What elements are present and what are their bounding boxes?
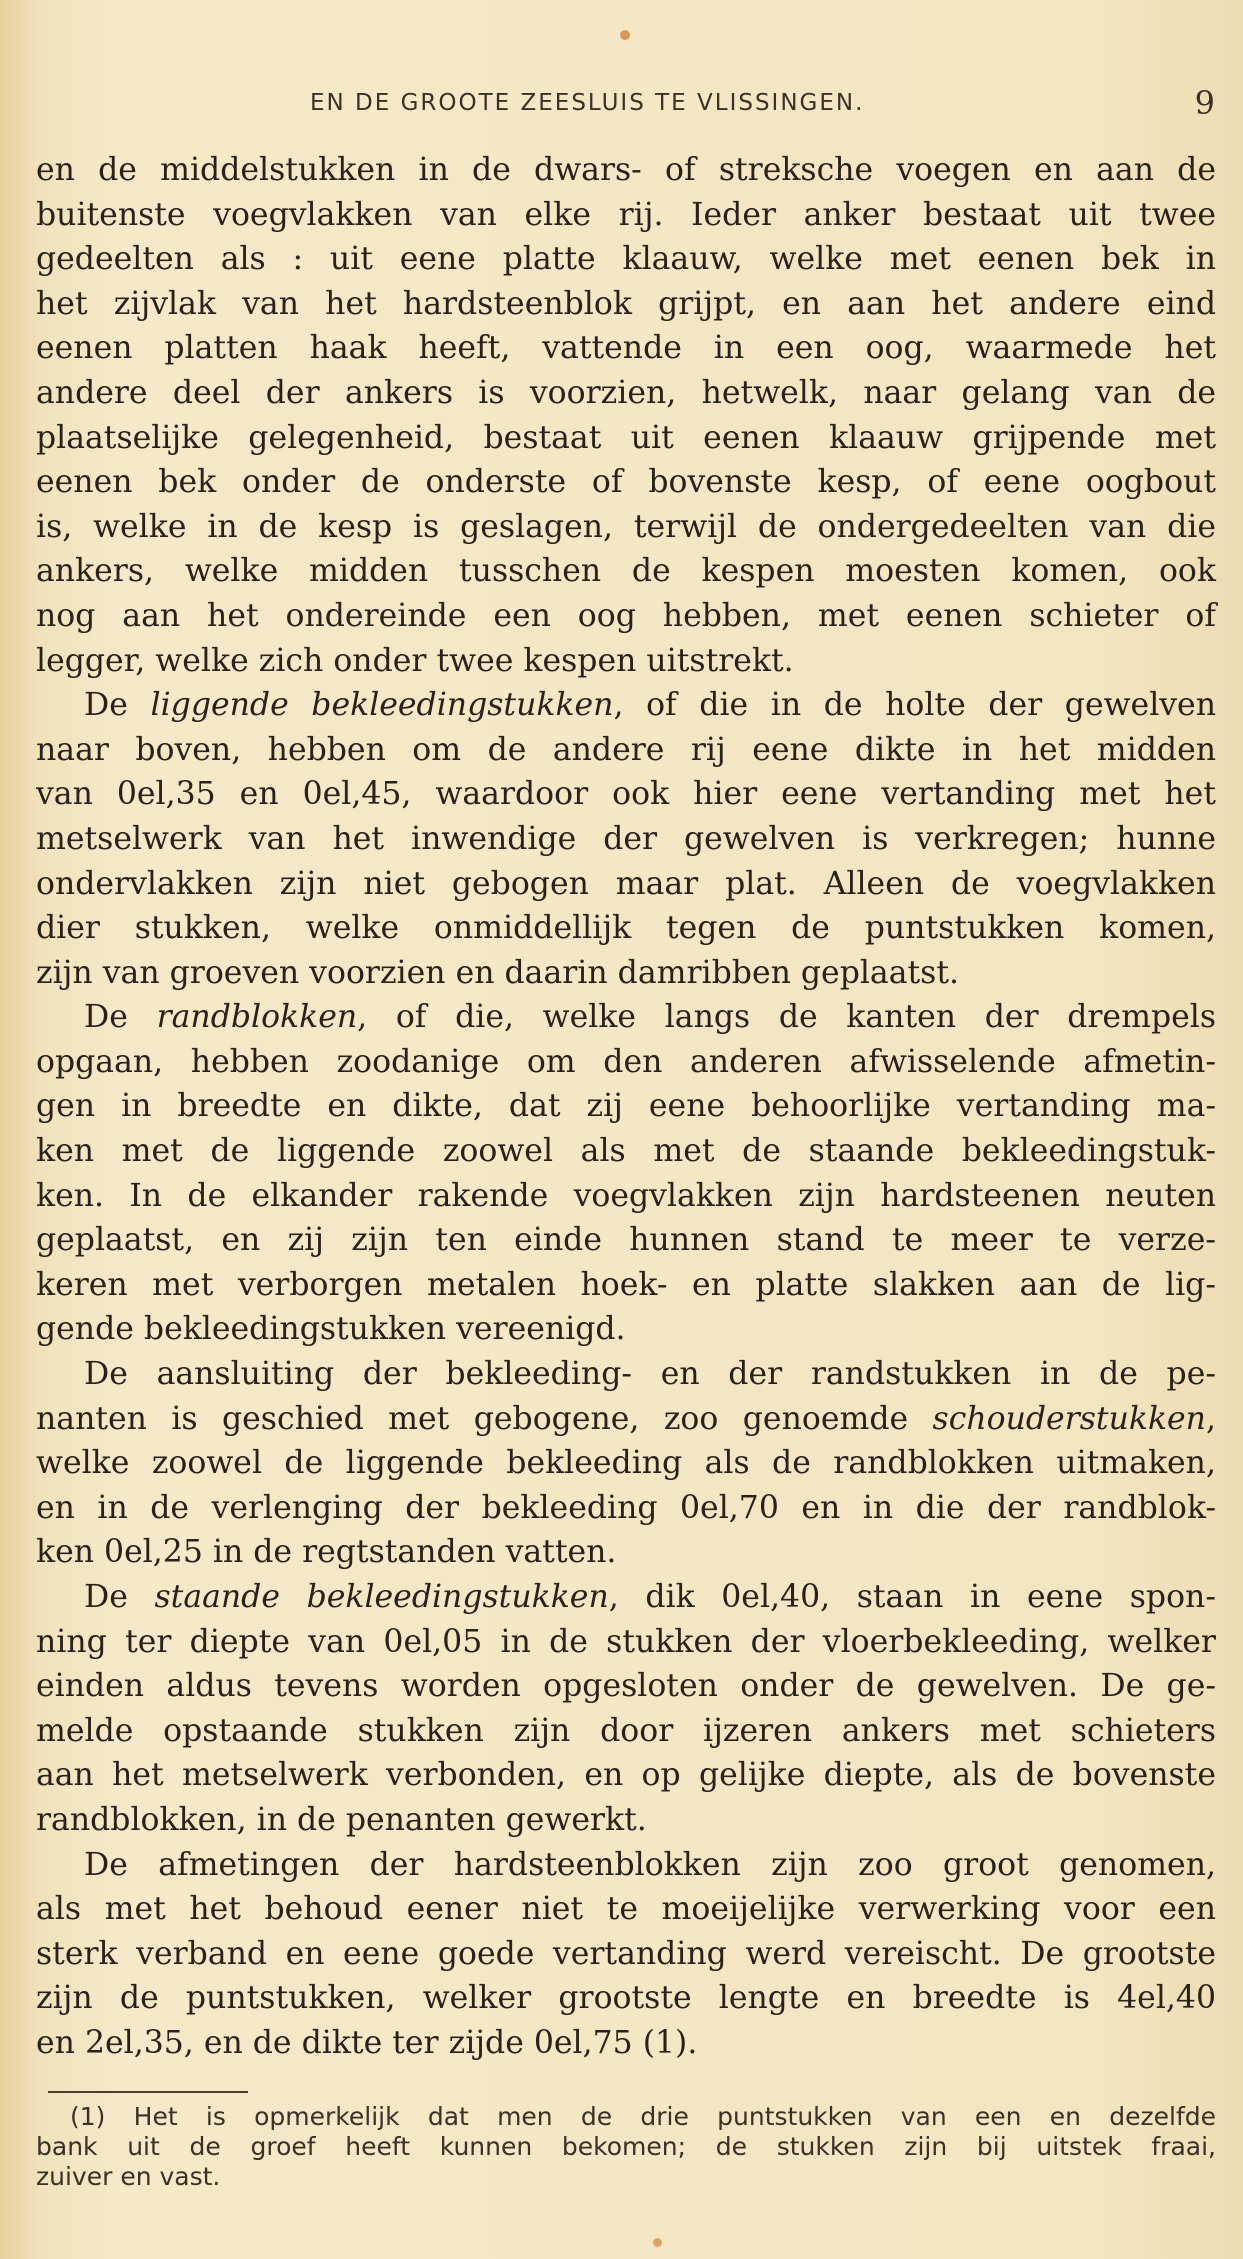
text-line: naar boven, hebben om de andere rij eene dikte in het midden: [36, 731, 1216, 768]
text-line: gen in breedte en dikte, dat zij eene behoorlijke vertanding ma-: [36, 1088, 1216, 1125]
italic-term: staande bekleedingstukken: [154, 1579, 609, 1615]
paragraph-6: [36, 1843, 1216, 2066]
text-run: , of die in de holte der gewelven: [613, 687, 1216, 724]
text-line: is, welke in de kesp is geslagen, terwijl de ondergedeelten van die: [36, 508, 1216, 545]
text-line: [36, 1575, 1216, 1620]
footnote-line: bank uit de groef heeft kunnen bekomen; de stukken zijn bij uitstek fraai,: [36, 2132, 1216, 2161]
text-line: eenen bek onder de onderste of bovenste kesp, of eene oogbout: [36, 464, 1216, 501]
text-line: van 0el,35 en 0el,45, waardoor ook hier eene vertanding met het: [36, 776, 1216, 813]
paragraph-5: [36, 1575, 1216, 1843]
text-line: zijn de puntstukken, welker grootste lengte en breedte is 4el,40: [36, 1980, 1216, 2017]
text-line: [36, 995, 1216, 1040]
text-line: gedeelten als : uit eene platte klaauw, welke met eenen bek in: [36, 241, 1216, 278]
text-line: ken 0el,25 in de regtstanden vatten.: [36, 1534, 617, 1571]
text-line: geplaatst, en zij zijn ten einde hunnen stand te meer te verze-: [36, 1222, 1216, 1259]
text-line: [36, 683, 1216, 728]
text-line: gende bekleedingstukken vereenigd.: [36, 1311, 626, 1348]
paragraph-2: [36, 683, 1216, 995]
text-line: en 2el,35, en de dikte ter zijde 0el,75 (1).: [36, 2024, 698, 2061]
paragraph-4: [36, 1352, 1216, 1575]
text-run: nanten is geschied met gebogene, zoo genoemde: [36, 1400, 933, 1437]
text-run: ,: [1205, 1400, 1216, 1437]
text-line: keren met verborgen metalen hoek- en platte slakken aan de lig-: [36, 1266, 1216, 1303]
text-line: zijn van groeven voorzien en daarin damribben geplaatst.: [36, 954, 959, 991]
text-line: nog aan het ondereinde een oog hebben, met eenen schieter of: [36, 597, 1216, 634]
text-line: als met het behoud eener niet te moeijelijke verwerking voor een: [36, 1891, 1216, 1928]
text-run: De: [84, 999, 157, 1036]
running-head: [0, 84, 1243, 124]
text-line: De afmetingen der hardsteenblokken zijn zoo groot genomen,: [84, 1846, 1216, 1883]
text-line: ning ter diepte van 0el,05 in de stukken der vloerbekleeding, welker: [36, 1623, 1216, 1660]
text-line: sterk verband en eene goede vertanding werd vereischt. De grootste: [36, 1935, 1216, 1972]
text-line: aan het metselwerk verbonden, en op gelijke diepte, als de bovenste: [36, 1757, 1216, 1794]
italic-term: randblokken: [156, 999, 358, 1036]
text-line: eenen platten haak heeft, vattende in een oog, waarmede het: [36, 330, 1216, 367]
italic-term: liggende bekleedingstukken: [150, 687, 614, 724]
text-line: De aansluiting der bekleeding- en der randstukken in de pe-: [84, 1356, 1216, 1393]
text-run: De: [84, 687, 151, 724]
text-line: het zijvlak van het hardsteenblok grijpt, en aan het andere eind: [36, 285, 1216, 322]
italic-term: schouderstukken: [932, 1400, 1206, 1437]
footnote-line: zuiver en vast.: [36, 2162, 221, 2191]
paragraph-3: [36, 995, 1216, 1352]
text-line: andere deel der ankers is voorzien, hetwelk, naar gelang van de: [36, 374, 1216, 411]
text-line: en in de verlenging der bekleeding 0el,70 en in die der randblok-: [36, 1489, 1216, 1526]
text-run: De: [84, 1579, 155, 1615]
text-line: randblokken, in de penanten gewerkt.: [36, 1801, 647, 1838]
paragraph-1: [36, 148, 1216, 683]
footnote: [36, 2102, 1216, 2192]
footnote-line: (1) Het is opmerkelijk dat men de drie puntstukken van een en dezelfde: [70, 2102, 1216, 2131]
text-run: , of die, welke langs de kanten der drempels: [357, 999, 1216, 1036]
page-number: 9: [1194, 84, 1215, 122]
text-line: melde opstaande stukken zijn door ijzeren ankers met schieters: [36, 1712, 1216, 1749]
text-line: einden aldus tevens worden opgesloten onder de gewelven. De ge-: [36, 1668, 1216, 1705]
text-run: , dik 0el,40, staan in eene spon-: [608, 1579, 1216, 1615]
text-line: legger, welke zich onder twee kespen uitstrekt.: [36, 642, 794, 679]
text-line: metselwerk van het inwendige der gewelven is verkregen; hunne: [36, 820, 1216, 857]
text-line: [36, 1397, 1216, 1442]
text-line: welke zoowel de liggende bekleeding als de randblokken uitmaken,: [36, 1445, 1216, 1482]
text-line: buitenste voegvlakken van elke rij. Ieder anker bestaat uit twee: [36, 196, 1216, 233]
text-line: ondervlakken zijn niet gebogen maar plat. Alleen de voegvlakken: [36, 865, 1216, 902]
text-line: dier stukken, welke onmiddellijk tegen de puntstukken komen,: [36, 910, 1216, 947]
text-line: opgaan, hebben zoodanige om den anderen afwisselende afmetin-: [36, 1043, 1216, 1080]
text-line: plaatselijke gelegenheid, bestaat uit eenen klaauw grijpende met: [36, 419, 1216, 456]
text-line: ankers, welke midden tusschen de kespen moesten komen, ook: [36, 553, 1216, 590]
footnote-divider: [48, 2091, 248, 2093]
text-line: en de middelstukken in de dwars- of streksche voegen en aan de: [36, 152, 1216, 188]
body-text: [36, 148, 1216, 2066]
running-title: EN DE GROOTE ZEESLUIS TE VLISSINGEN.: [310, 90, 865, 116]
text-line: ken. In de elkander rakende voegvlakken zijn hardsteenen neuten: [36, 1177, 1216, 1214]
text-line: ken met de liggende zoowel als met de staande bekleedingstuk-: [36, 1133, 1216, 1170]
